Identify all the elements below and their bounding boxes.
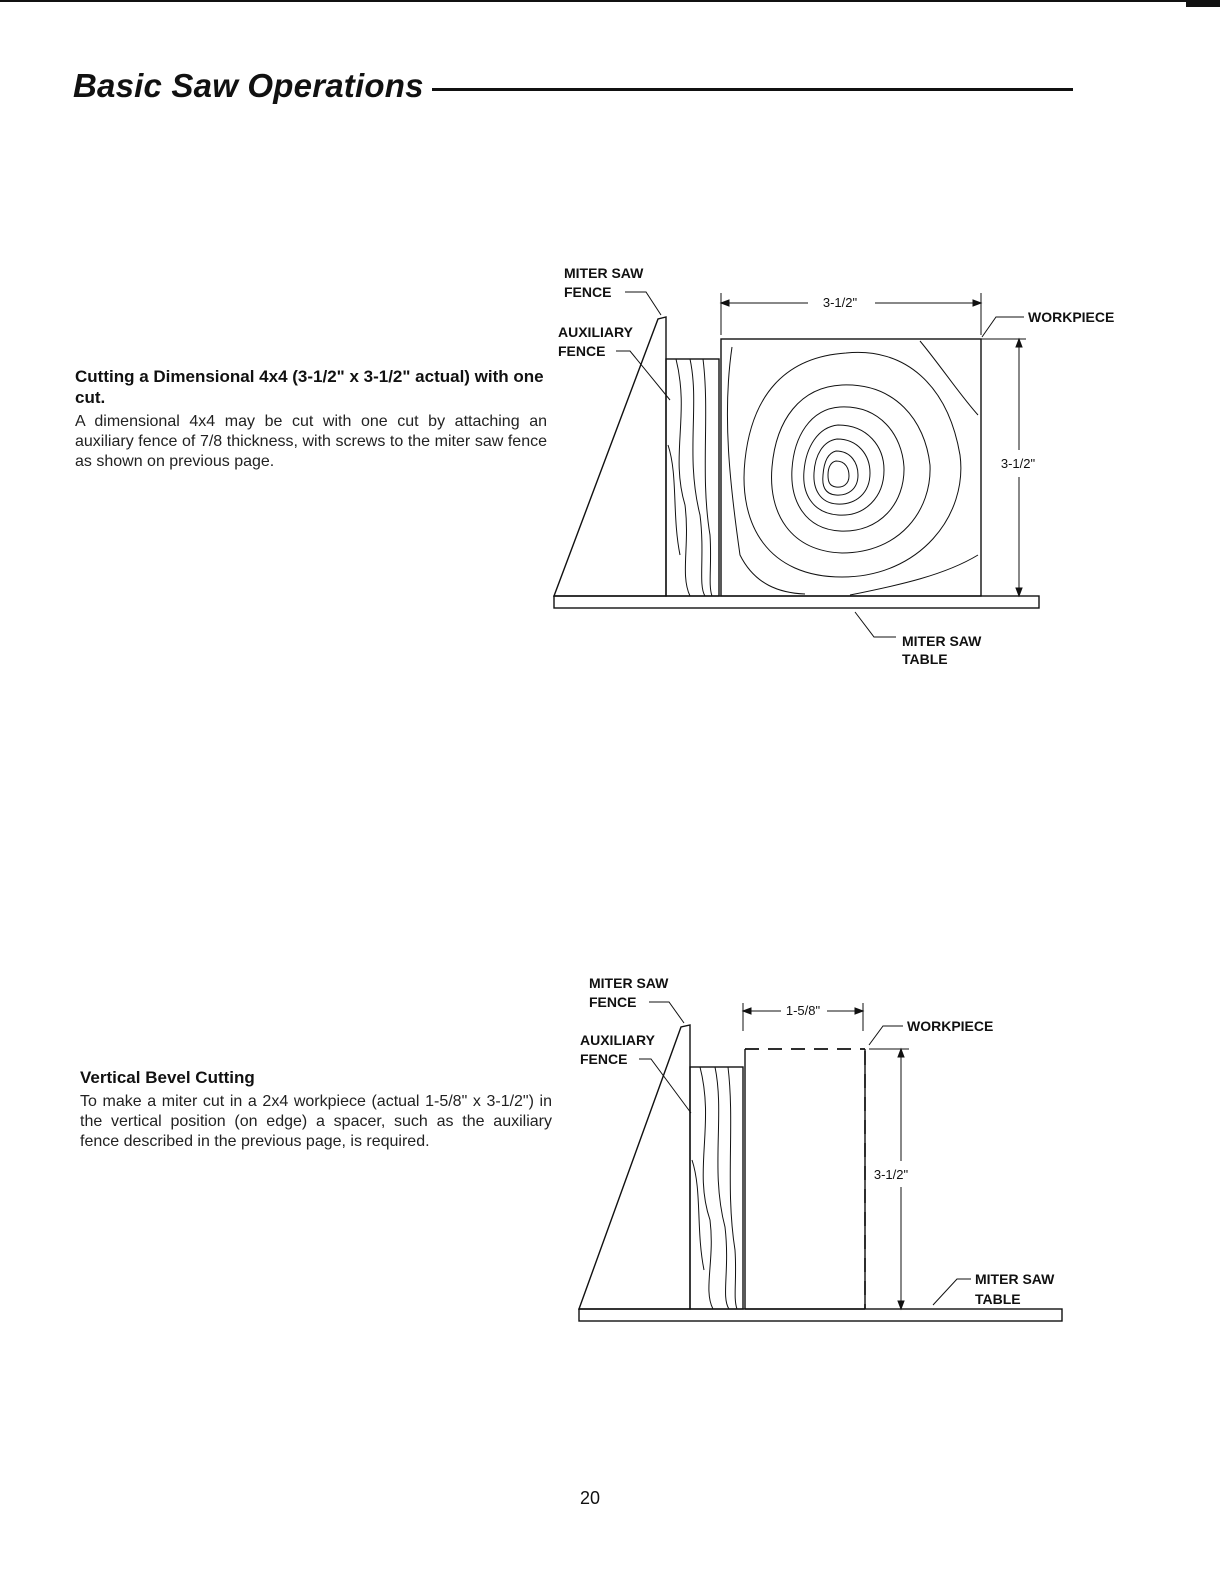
figure-2x4-vertical-diagram [565,965,1085,1345]
dim-width-4x4: 3-1/2" [822,295,858,310]
section-dimensional-4x4 [75,366,547,472]
top-rule [0,0,1200,2]
figure-4x4-diagram [540,255,1140,675]
leader-workpiece-2x4 [869,1026,903,1045]
leader-table-2x4 [933,1279,971,1305]
workpiece-2x4 [745,1049,865,1309]
label-table-2x4-line1: MITER SAW [975,1271,1055,1287]
label-table-4x4-line2: TABLE [902,651,948,667]
workpiece-4x4 [721,339,981,596]
dim-height-2x4: 3-1/2" [873,1167,909,1182]
top-rule-tab [1186,0,1220,7]
page-title: Basic Saw Operations [73,67,424,104]
leader-workpiece-4x4 [982,317,1024,337]
label-miter-saw-fence-line1: MITER SAW [564,265,644,281]
label-miter-saw-fence-line2: FENCE [589,994,637,1010]
miter-saw-table [554,596,1039,608]
label-table-2x4-line2: TABLE [975,1291,1021,1307]
section-body: A dimensional 4x4 may be cut with one cut by attaching an auxiliary fence of 7/8 thickness, with screws to the miter saw fence as shown on previous page. [75,413,547,470]
section-heading: Vertical Bevel Cutting [80,1068,255,1087]
end-grain-rings [727,341,978,595]
label-aux-fence-line1: AUXILIARY [558,324,633,340]
label-aux-fence-line2: FENCE [558,343,606,359]
label-workpiece-4x4: WORKPIECE [1028,309,1115,325]
label-aux-fence-line1: AUXILIARY [580,1032,655,1048]
fence-wood-grain [692,1067,737,1309]
dim-width-2x4: 1-5/8" [785,1003,821,1018]
section-heading: Cutting a Dimensional 4x4 (3-1/2" x 3-1/2" actual) with one cut. [75,367,544,407]
label-aux-fence-line2: FENCE [580,1051,628,1067]
section-vertical-bevel-cutting [80,1067,552,1152]
label-miter-saw-fence-line1: MITER SAW [589,975,669,991]
label-table-4x4-line1: MITER SAW [902,633,982,649]
miter-saw-fence [579,1025,690,1309]
section-body: To make a miter cut in a 2x4 workpiece (actual 1-5/8" x 3-1/2") in the vertical position (on edge) a spacer, such as the auxiliary fence described in the previous page, is required. [80,1093,552,1150]
title-rule [432,88,1073,91]
leader-miter-saw-fence [625,292,661,315]
page-header [73,66,1073,106]
label-workpiece-2x4: WORKPIECE [907,1018,994,1034]
page-number: 20 [579,1488,601,1508]
fence-wood-grain [668,359,712,596]
leader-aux-fence [639,1059,691,1113]
leader-table-4x4 [855,612,896,637]
miter-saw-table [579,1309,1062,1321]
dim-height-4x4: 3-1/2" [1000,456,1036,471]
leader-miter-saw-fence [649,1002,684,1023]
label-miter-saw-fence-line2: FENCE [564,284,612,300]
